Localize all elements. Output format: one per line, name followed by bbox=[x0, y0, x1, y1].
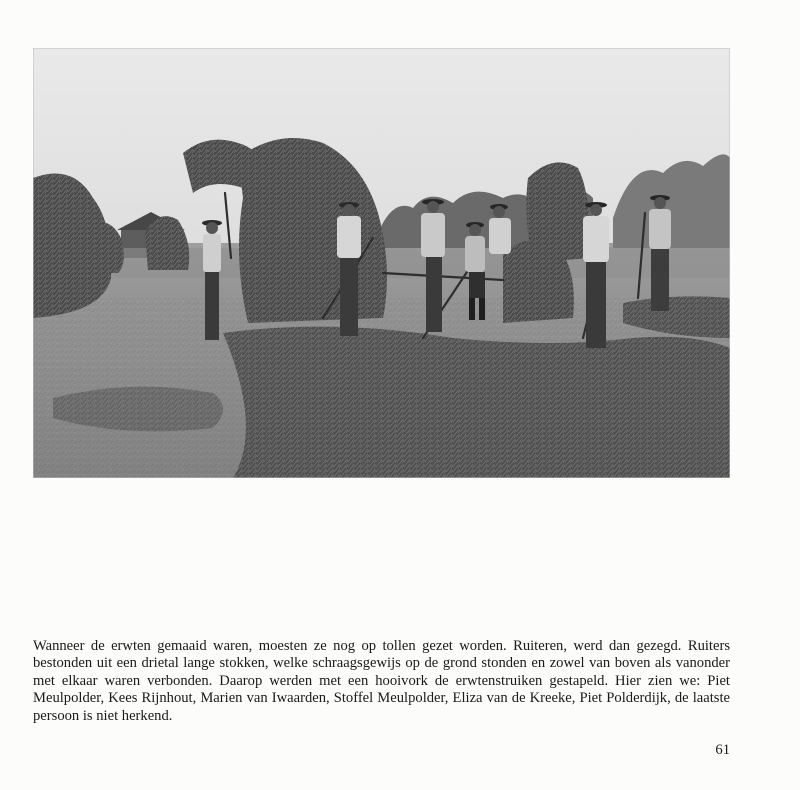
page-number: 61 bbox=[715, 742, 730, 758]
photo-caption: Wanneer de erwten gemaaid waren, moesten ze nog op tollen gezet worden. Ruiteren, werd dan gezegd. Ruiters bestonden uit een drietal lange stokken, welke schraagsgewijs op de grond stonden en zowel van boven als vanonder met elkaar waren verbonden. Daarop werden met een hooivork de erwtenstruiken gestapeld. Hier zien we: Piet Meulpolder, Kees Rijnhout, Marien van Iwaarden, Stoffel Meulpolder, Eliza van de Kreeke, Piet Polderdijk, de laatste persoon is niet herkend. bbox=[33, 638, 730, 724]
field-workers-photo bbox=[33, 48, 730, 478]
